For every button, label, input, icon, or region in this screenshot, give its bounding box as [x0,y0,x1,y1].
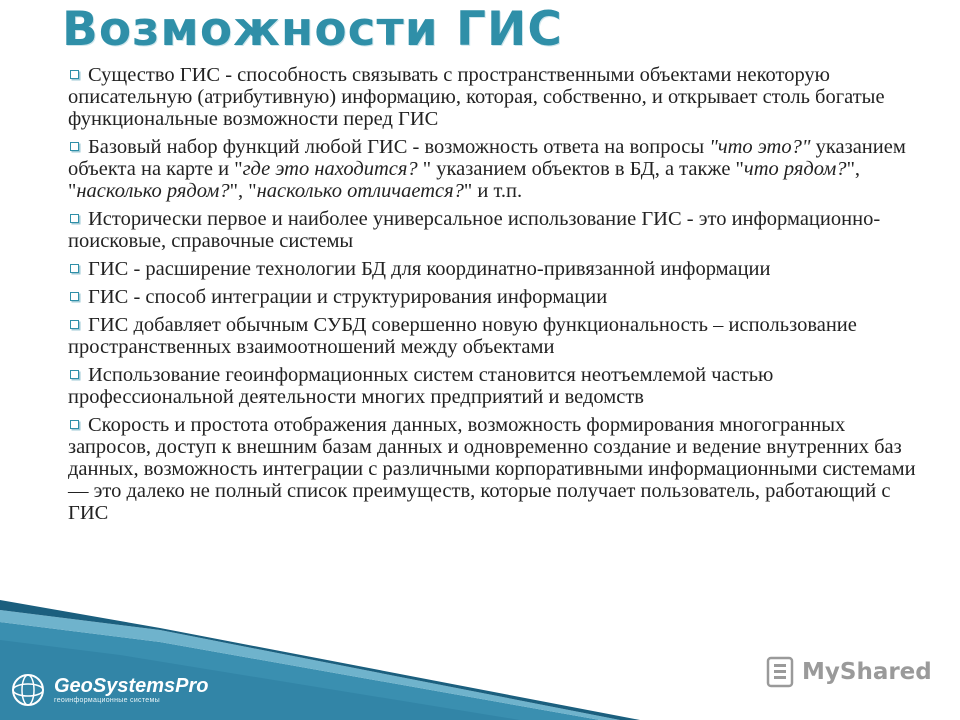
square-bullet-icon [70,420,79,429]
bullet-item [68,314,920,358]
bullet-text: где это находится? [242,158,418,180]
bullet-text: Существо ГИС - способность связывать с пространственными объектами некоторую описательную (атрибутивную) информацию, которая, собственно, и открывает столь богатые функциональные возможности перед ГИС [68,64,885,130]
bullet-text: " указанием объектов в БД, а также " [417,158,744,180]
logo-name: GeoSystemsPro [54,675,209,697]
logo-subtitle: геоинформационные системы [54,697,160,704]
bullet-text: что рядом? [743,158,847,180]
bullet-text: "что это?" [709,136,811,158]
geosystemspro-logo [6,670,226,710]
bullet-item [68,364,920,408]
bullet-list [68,64,920,530]
bullet-text: ", " [229,180,257,202]
square-bullet-icon [70,264,79,273]
bullet-text: Базовый набор функций любой ГИС - возможность ответа на вопросы [88,136,710,158]
myshared-logo-icon [766,655,796,689]
watermark-text: MyShared [802,659,932,685]
bullet-text: насколько рядом? [76,180,230,202]
bullet-item [68,414,920,524]
bullet-text: ГИС - способ интеграции и структурирования информации [88,286,608,308]
bullet-item [68,208,920,252]
bullet-text: Использование геоинформационных систем становится неотъемлемой частью профессиональной деятельности многих предприятий и ведомств [68,364,774,408]
bullet-item [68,136,920,202]
square-bullet-icon [70,370,79,379]
bullet-item [68,286,920,308]
logo-emblem-icon [6,671,50,709]
bullet-item [68,258,920,280]
bullet-text: Исторически первое и наиболее универсальное использование ГИС - это информационно-поисковые, справочные системы [68,208,881,252]
square-bullet-icon [70,214,79,223]
square-bullet-icon [70,70,79,79]
bullet-text: указанием объекта на карте и " [68,136,906,180]
bullet-text: ", " [68,158,861,202]
bullet-text: Скорость и простота отображения данных, возможность формирования многогранных запросов, доступ к внешним базам данных и одновременно создание и ведение внутренних баз данных, возможность интеграции с различными корпоративными информационными системами — это далеко не полный список преимуществ, которые получает пользователь, работающий с ГИС [68,414,916,524]
square-bullet-icon [70,320,79,329]
slide-title: Возможности ГИС [62,2,563,57]
bullet-text: ГИС - расширение технологии БД для координатно-привязанной информации [88,258,771,280]
bullet-item [68,64,920,130]
square-bullet-icon [70,142,79,151]
bullet-text: насколько отличается? [256,180,464,202]
myshared-watermark [766,655,932,689]
bullet-text: ГИС добавляет обычным СУБД совершенно новую функциональность – использование пространственных взаимоотношений между объектами [68,314,857,358]
bullet-text: " и т.п. [463,180,523,202]
square-bullet-icon [70,292,79,301]
